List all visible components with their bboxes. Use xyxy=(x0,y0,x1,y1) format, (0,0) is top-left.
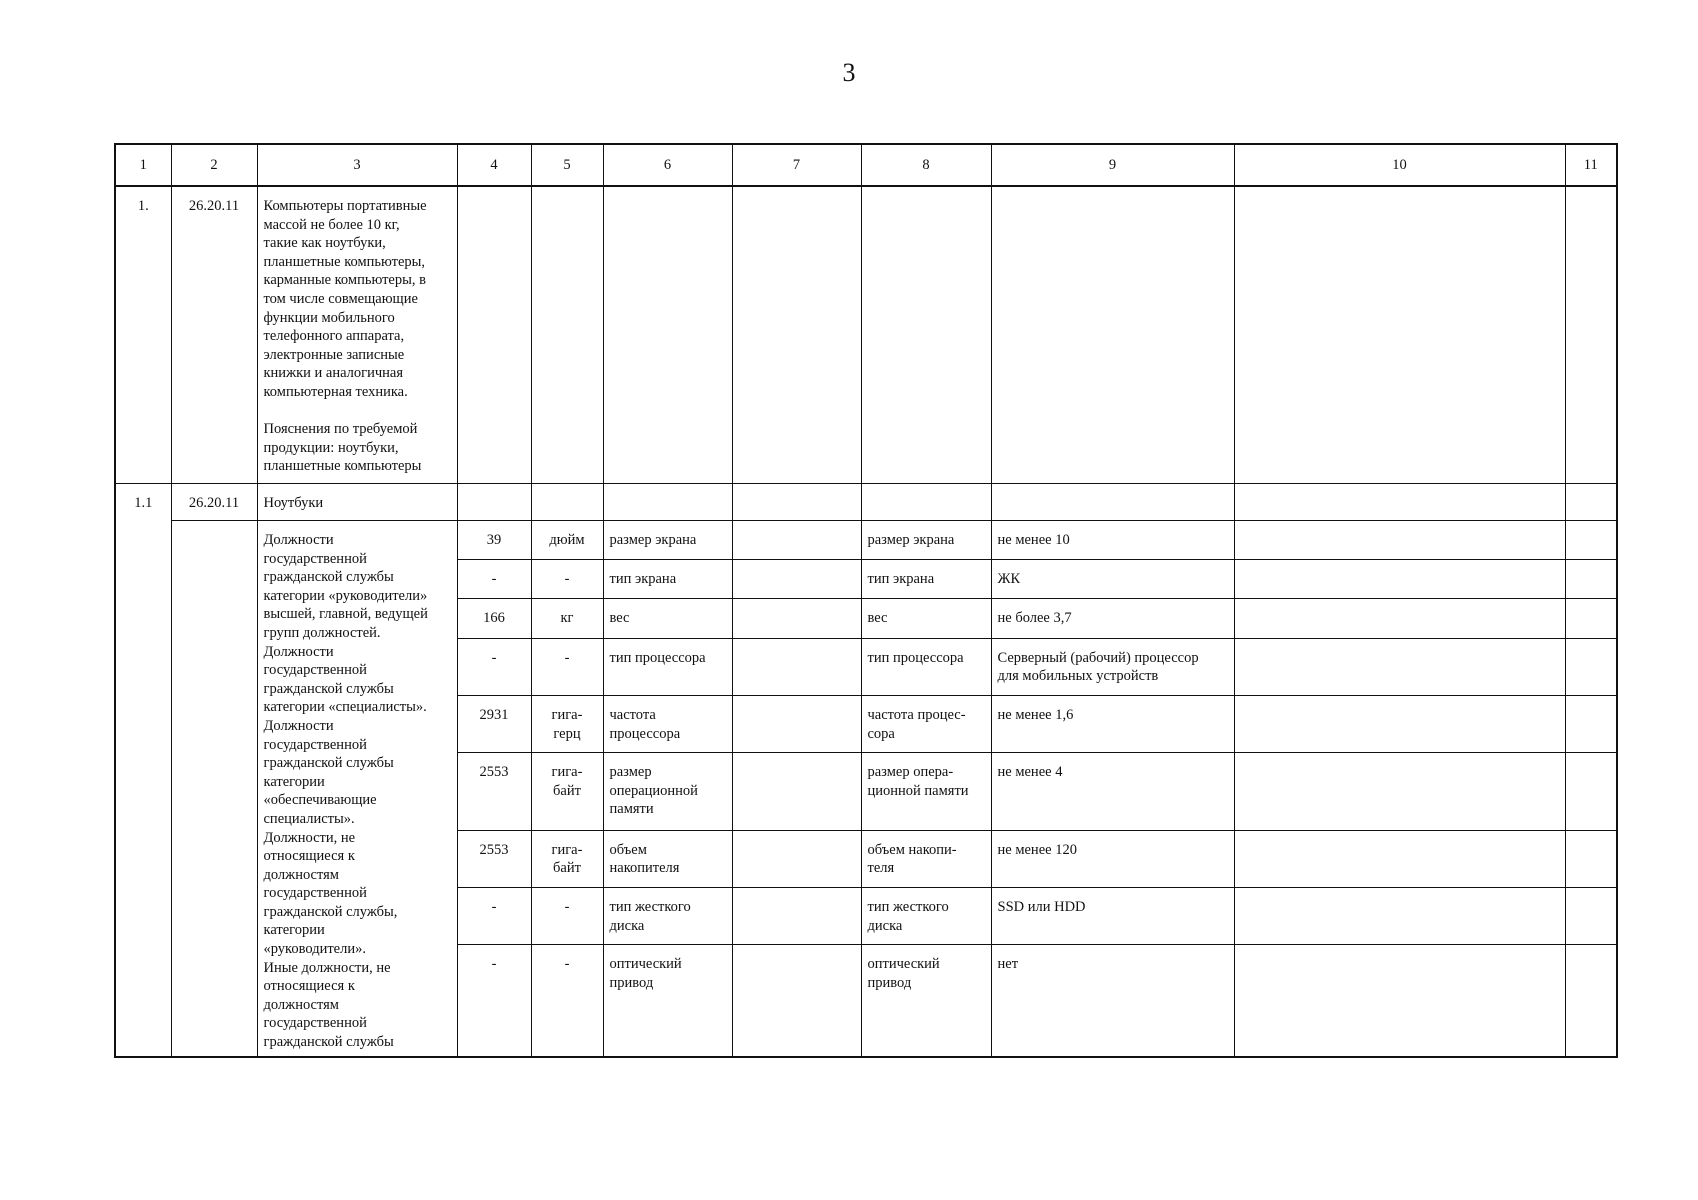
empty-cell xyxy=(1565,186,1617,484)
empty-cell xyxy=(1565,638,1617,695)
okei-code: - xyxy=(457,945,531,1057)
empty-cell xyxy=(1565,945,1617,1057)
empty-cell xyxy=(1565,887,1617,944)
okpd-code: 26.20.11 xyxy=(171,484,257,521)
empty-cell xyxy=(732,945,861,1057)
empty-cell xyxy=(1565,521,1617,560)
characteristic-value: не более 3,7 xyxy=(991,599,1234,638)
empty-cell xyxy=(457,484,531,521)
characteristic-value: не менее 10 xyxy=(991,521,1234,560)
unit: гига- герц xyxy=(531,695,603,752)
table-row xyxy=(115,186,1617,484)
empty-cell xyxy=(171,521,257,1057)
header-cell: 10 xyxy=(1234,144,1565,186)
characteristic-name: размер экрана xyxy=(603,521,732,560)
characteristic-name-2: размер опера- ционной памяти xyxy=(861,753,991,830)
row-number: 1. xyxy=(115,186,171,484)
characteristic-name-2: оптический привод xyxy=(861,945,991,1057)
characteristic-value: Серверный (рабочий) процессор для мобильных устройств xyxy=(991,638,1234,695)
unit: гига- байт xyxy=(531,753,603,830)
empty-cell xyxy=(991,484,1234,521)
header-cell: 3 xyxy=(257,144,457,186)
empty-cell xyxy=(732,599,861,638)
empty-cell xyxy=(1565,695,1617,752)
characteristic-name-2: частота процес- сора xyxy=(861,695,991,752)
okei-code: - xyxy=(457,887,531,944)
empty-cell xyxy=(732,887,861,944)
header-cell: 2 xyxy=(171,144,257,186)
characteristic-value: не менее 4 xyxy=(991,753,1234,830)
empty-cell xyxy=(1234,945,1565,1057)
header-cell: 7 xyxy=(732,144,861,186)
empty-cell xyxy=(1234,695,1565,752)
unit: дюйм xyxy=(531,521,603,560)
okei-code: - xyxy=(457,560,531,599)
empty-cell xyxy=(1565,484,1617,521)
characteristic-value: SSD или HDD xyxy=(991,887,1234,944)
empty-cell xyxy=(531,484,603,521)
characteristic-name: тип жесткого диска xyxy=(603,887,732,944)
characteristic-name: вес xyxy=(603,599,732,638)
empty-cell xyxy=(1234,186,1565,484)
okei-code: 39 xyxy=(457,521,531,560)
empty-cell xyxy=(457,186,531,484)
empty-cell xyxy=(1234,830,1565,887)
characteristic-value: ЖК xyxy=(991,560,1234,599)
header-cell: 5 xyxy=(531,144,603,186)
characteristic-name: тип экрана xyxy=(603,560,732,599)
characteristic-name-2: объем накопи- теля xyxy=(861,830,991,887)
page-number: 3 xyxy=(842,58,856,87)
characteristic-value: не менее 120 xyxy=(991,830,1234,887)
characteristic-row xyxy=(115,521,1617,560)
unit: кг xyxy=(531,599,603,638)
characteristic-name: тип процессора xyxy=(603,638,732,695)
empty-cell xyxy=(1234,560,1565,599)
characteristic-name-2: тип экрана xyxy=(861,560,991,599)
product-description: Компьютеры портативные массой не более 10 кг, такие как ноутбуки, планшетные компьютеры, карманные компьютеры, в том числе совмещающие функции мобильного телефонного аппарата, электронные записные книжки и аналогичная компьютерная техника. Пояснения по требуемой продукции: ноутбуки, планшетные компьютеры xyxy=(257,186,457,484)
unit: - xyxy=(531,560,603,599)
product-name: Ноутбуки xyxy=(257,484,457,521)
empty-cell xyxy=(1565,599,1617,638)
characteristic-name-2: размер экрана xyxy=(861,521,991,560)
empty-cell xyxy=(1234,521,1565,560)
row-number: 1.1 xyxy=(115,484,171,1057)
header-cell: 1 xyxy=(115,144,171,186)
empty-cell xyxy=(732,186,861,484)
header-cell: 8 xyxy=(861,144,991,186)
empty-cell xyxy=(1234,599,1565,638)
unit: - xyxy=(531,945,603,1057)
empty-cell xyxy=(531,186,603,484)
okei-code: 166 xyxy=(457,599,531,638)
empty-cell xyxy=(732,753,861,830)
empty-cell xyxy=(991,186,1234,484)
characteristic-name-2: тип жесткого диска xyxy=(861,887,991,944)
characteristic-name-2: вес xyxy=(861,599,991,638)
empty-cell xyxy=(1565,830,1617,887)
empty-cell xyxy=(732,638,861,695)
empty-cell xyxy=(732,484,861,521)
okei-code: - xyxy=(457,638,531,695)
empty-cell xyxy=(1565,560,1617,599)
header-cell: 6 xyxy=(603,144,732,186)
characteristic-name: объем накопителя xyxy=(603,830,732,887)
characteristic-name: частота процессора xyxy=(603,695,732,752)
okei-code: 2553 xyxy=(457,753,531,830)
characteristic-name: оптический привод xyxy=(603,945,732,1057)
header-cell: 4 xyxy=(457,144,531,186)
empty-cell xyxy=(861,484,991,521)
positions-description: Должности государственной гражданской службы категории «руководители» высшей, главной, ведущей групп должностей. Должности государственной гражданской службы категории «специалисты». Должности государственной гражданской службы категории «обеспечивающие специалисты». Должности, не относящиеся к должностям государственной гражданской службы, категории «руководители». Иные должности, не относящиеся к должностям государственной гражданской службы xyxy=(257,521,457,1057)
empty-cell xyxy=(1234,484,1565,521)
empty-cell xyxy=(861,186,991,484)
characteristic-name: размер операционной памяти xyxy=(603,753,732,830)
characteristic-value: не менее 1,6 xyxy=(991,695,1234,752)
empty-cell xyxy=(732,695,861,752)
characteristic-value: нет xyxy=(991,945,1234,1057)
characteristic-name-2: тип процессора xyxy=(861,638,991,695)
empty-cell xyxy=(1234,638,1565,695)
header-row xyxy=(115,144,1617,186)
okei-code: 2931 xyxy=(457,695,531,752)
header-cell: 9 xyxy=(991,144,1234,186)
header-cell: 11 xyxy=(1565,144,1617,186)
okei-code: 2553 xyxy=(457,830,531,887)
empty-cell xyxy=(1234,753,1565,830)
unit: - xyxy=(531,638,603,695)
empty-cell xyxy=(732,521,861,560)
requirements-table xyxy=(114,143,1618,1058)
empty-cell xyxy=(603,484,732,521)
empty-cell xyxy=(1234,887,1565,944)
empty-cell xyxy=(732,560,861,599)
unit: - xyxy=(531,887,603,944)
unit: гига- байт xyxy=(531,830,603,887)
okpd-code: 26.20.11 xyxy=(171,186,257,484)
empty-cell xyxy=(732,830,861,887)
empty-cell xyxy=(1565,753,1617,830)
empty-cell xyxy=(603,186,732,484)
table-row xyxy=(115,484,1617,521)
